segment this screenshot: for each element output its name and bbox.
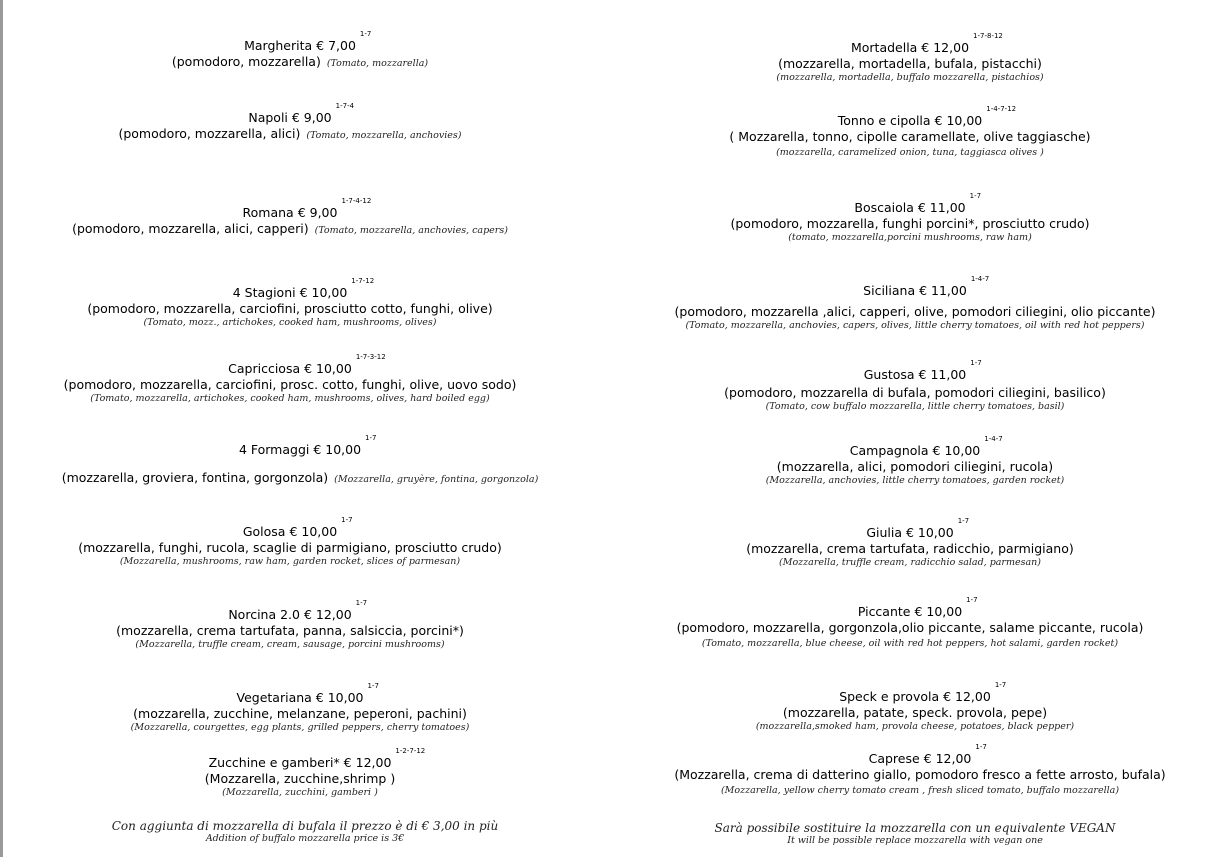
item-name: Caprese € 12,00 1-7 — [869, 751, 972, 766]
menu-item-caprese — [640, 743, 1200, 797]
ingredients-en: (tomato, mozzarella,porcini mushrooms, raw ham) — [788, 232, 1032, 243]
ingredients-en: (mozzarella,smoked ham, provola cheese, potatoes, black pepper) — [755, 721, 1075, 732]
ingredients-it: ( Mozzarella, tonno, cipolle caramellate, olive taggiasche) — [729, 129, 1091, 144]
ingredients-en: (Mozzarella, courgettes, egg plants, grilled peppers, cherry tomatoes) — [130, 722, 470, 733]
allergen-codes: 1-4-7 — [984, 435, 1003, 443]
note-it: Con aggiunta di mozzarella di bufala il prezzo è di € 3,00 in più — [111, 819, 499, 833]
ingredients-it: (pomodoro, mozzarella, carciofini, prosc. cotto, funghi, olive, uovo sodo) — [63, 377, 517, 392]
allergen-codes: 1-7-4 — [335, 102, 355, 110]
menu-item-piccante — [640, 596, 1180, 650]
ingredients-en: (Tomato, mozzarella, anchovies, capers, olives, little cherry tomatoes, oil with red hot peppers) — [685, 320, 1145, 331]
note-en: It will be possible replace mozzarella with vegan one — [787, 835, 1043, 846]
allergen-codes: 1-7 — [969, 192, 982, 200]
ingredients-it: (pomodoro, mozzarella ,alici, capperi, olive, pomodori ciliegini, olio piccante) — [674, 304, 1156, 319]
menu-item-speck-provola — [640, 681, 1190, 733]
item-name: Vegetariana € 10,00 1-7 — [237, 690, 364, 705]
item-name: Boscaiola € 11,00 1-7 — [854, 200, 965, 215]
menu-item-zucchine-gamberi — [0, 747, 600, 799]
ingredients-it: (Mozzarella, crema di datterino giallo, pomodoro fresco a fette arrosto, bufala) — [674, 767, 1166, 782]
item-name: Tonno e cipolla € 10,00 1-4-7-12 — [838, 113, 983, 128]
item-name: Napoli € 9,00 1-7-4 — [248, 110, 331, 125]
ingredients-en: (Mozzarella, zucchini, gamberi ) — [222, 787, 378, 798]
ingredients-it: (mozzarella, crema tartufata, panna, salsiccia, porcini*) — [116, 623, 464, 638]
item-name: Zucchine e gamberi* € 12,00 1-2-7-12 — [209, 755, 392, 770]
ingredients-en: (Mozzarella, gruyère, fontina, gorgonzola) — [334, 474, 539, 485]
item-name: Margherita € 7,00 1-7 — [244, 38, 356, 53]
ingredients-it: (pomodoro, mozzarella, funghi porcini*, prosciutto crudo) — [730, 216, 1090, 231]
allergen-codes: 1-7 — [966, 596, 978, 604]
menu-item-vegetariana — [0, 682, 600, 734]
item-name: Capricciosa € 10,00 1-7-3-12 — [228, 361, 352, 376]
ingredients-en: (Mozzarella, truffle cream, cream, sausage, porcini mushrooms) — [135, 639, 445, 650]
item-name: 4 Formaggi € 10,00 1-7 — [239, 442, 361, 457]
menu-item-golosa — [0, 516, 580, 568]
ingredients-it: (mozzarella, zucchine, melanzane, peperoni, pachini) — [133, 706, 467, 721]
ingredients-it: (mozzarella, groviera, fontina, gorgonzola) (Mozzarella, gruyère, fontina, gorgonzola) — [61, 470, 539, 485]
ingredients-it: (pomodoro, mozzarella di bufala, pomodori ciliegini, basilico) — [724, 385, 1106, 400]
item-name: Campagnola € 10,00 1-4-7 — [850, 443, 980, 458]
ingredients-en: (Mozzarella, truffle cream, radicchio salad, parmesan) — [779, 557, 1041, 568]
allergen-codes: 1-4-7-12 — [986, 105, 1017, 113]
note-it: Sarà possibile sostituire la mozzarella con un equivalente VEGAN — [714, 821, 1116, 835]
note-en: Addition of buffalo mozzarella price is 3€ — [205, 833, 405, 844]
item-name: Mortadella € 12,00 1-7-8-12 — [851, 40, 969, 55]
allergen-codes: 1-7-3-12 — [355, 353, 386, 361]
allergen-codes: 1-7 — [975, 743, 987, 751]
item-name: Gustosa € 11,00 1-7 — [864, 367, 967, 382]
item-name: 4 Stagioni € 10,00 1-7-12 — [233, 285, 348, 300]
allergen-codes: 1-7 — [367, 682, 379, 690]
allergen-codes: 1-7-8-12 — [973, 32, 1003, 40]
ingredients-en: (Mozzarella, anchovies, little cherry tomatoes, garden rocket) — [765, 475, 1065, 486]
allergen-codes: 1-7 — [957, 517, 970, 525]
vegan-note — [640, 821, 1190, 847]
menu-item-tonno-cipolla — [640, 105, 1180, 159]
menu-item-capricciosa — [0, 353, 580, 405]
menu-item-4-formaggi — [0, 434, 600, 487]
allergen-codes: 1-7 — [970, 359, 982, 367]
allergen-codes: 1-7 — [359, 30, 372, 38]
ingredients-en: (Tomato, mozzarella) — [326, 58, 429, 69]
allergen-codes: 1-7-12 — [351, 277, 375, 285]
menu-item-romana — [0, 197, 580, 238]
ingredients-en: (Mozzarella, yellow cherry tomato cream , fresh sliced tomato, buffalo mozzarella) — [720, 785, 1120, 796]
menu-item-boscaiola — [640, 192, 1180, 244]
ingredients-it: (pomodoro, mozzarella, alici) (Tomato, mozzarella, anchovies) — [118, 126, 462, 141]
ingredients-en: (Tomato, mozzarella, anchovies, capers) — [314, 225, 508, 236]
ingredients-it: (mozzarella, alici, pomodori ciliegini, rucola) — [776, 459, 1054, 474]
menu-item-gustosa — [640, 359, 1190, 413]
ingredients-it: (pomodoro, mozzarella, alici, capperi) (Tomato, mozzarella, anchovies, capers) — [72, 221, 508, 236]
ingredients-it: (mozzarella, mortadella, bufala, pistacchi) — [778, 56, 1042, 71]
menu-item-giulia — [640, 517, 1180, 569]
ingredients-en: (mozzarella, caramelized onion, tuna, taggiasca olives ) — [776, 147, 1044, 158]
menu-item-mortadella — [640, 32, 1180, 84]
menu-item-margherita — [0, 30, 600, 71]
menu-item-siciliana — [640, 275, 1190, 332]
item-name: Piccante € 10,00 1-7 — [858, 604, 962, 619]
item-name: Giulia € 10,00 1-7 — [866, 525, 953, 540]
buffalo-mozzarella-note — [0, 819, 610, 845]
ingredients-en: (mozzarella, mortadella, buffalo mozzarella, pistachios) — [776, 72, 1044, 83]
ingredients-en: (Tomato, mozzarella, artichokes, cooked ham, mushrooms, olives, hard boiled egg) — [90, 393, 490, 404]
allergen-codes: 1-7 — [365, 434, 377, 442]
ingredients-en: (Tomato, mozz., artichokes, cooked ham, mushrooms, olives) — [143, 317, 437, 328]
ingredients-it: (pomodoro, mozzarella, gorgonzola,olio piccante, salame piccante, rucola) — [676, 620, 1144, 635]
allergen-codes: 1-7 — [994, 681, 1007, 689]
ingredients-it: (pomodoro, mozzarella) (Tomato, mozzarella) — [171, 54, 429, 69]
ingredients-it: (mozzarella, patate, speck. provola, pepe) — [782, 705, 1048, 720]
item-name: Siciliana € 11,00 1-4-7 — [863, 283, 967, 298]
ingredients-en: (Mozzarella, mushrooms, raw ham, garden rocket, slices of parmesan) — [119, 556, 461, 567]
menu-item-campagnola — [640, 435, 1190, 487]
allergen-codes: 1-7-4-12 — [341, 197, 372, 205]
item-name: Speck e provola € 12,00 1-7 — [839, 689, 991, 704]
menu-item-4-stagioni — [0, 277, 580, 329]
allergen-codes: 1-7 — [341, 516, 353, 524]
ingredients-it: (mozzarella, funghi, rucola, scaglie di parmigiano, prosciutto crudo) — [78, 540, 502, 555]
ingredients-en: (Tomato, cow buffalo mozzarella, little cherry tomatoes, basil) — [765, 401, 1065, 412]
ingredients-it: (pomodoro, mozzarella, carciofini, prosciutto cotto, funghi, olive) — [87, 301, 493, 316]
allergen-codes: 1-2-7-12 — [395, 747, 426, 755]
ingredients-en: (Tomato, mozzarella, blue cheese, oil with red hot peppers, hot salami, garden rocket) — [701, 638, 1119, 649]
menu-item-napoli — [0, 102, 580, 143]
item-name: Norcina 2.0 € 12,00 1-7 — [228, 607, 351, 622]
item-name: Romana € 9,00 1-7-4-12 — [243, 205, 338, 220]
item-name: Golosa € 10,00 1-7 — [243, 524, 337, 539]
allergen-codes: 1-4-7 — [970, 275, 990, 283]
ingredients-it: (mozzarella, crema tartufata, radicchio, parmigiano) — [746, 541, 1074, 556]
menu-item-norcina — [0, 599, 580, 651]
ingredients-it: (Mozzarella, zucchine,shrimp ) — [204, 771, 396, 786]
ingredients-en: (Tomato, mozzarella, anchovies) — [306, 130, 462, 141]
allergen-codes: 1-7 — [355, 599, 368, 607]
